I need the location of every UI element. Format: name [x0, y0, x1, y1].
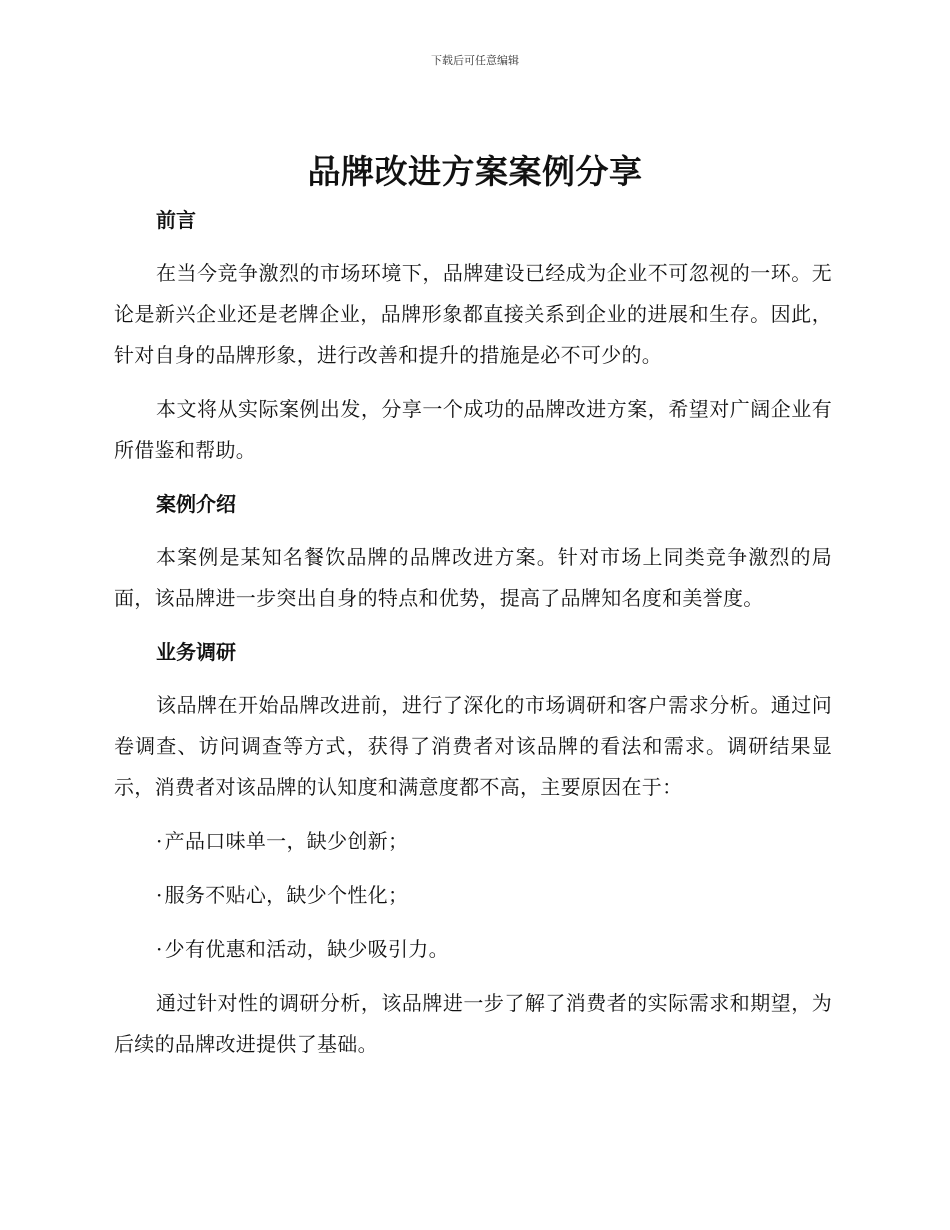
bullet-text: 少有优惠和活动，缺少吸引力。	[164, 937, 449, 961]
bullet-marker: ·	[156, 883, 163, 907]
preface-paragraph-1: 在当今竞争激烈的市场环境下，品牌建设已经成为企业不可忽视的一环。无论是新兴企业还是老牌企业，品牌形象都直接关系到企业的进展和生存。因此，针对自身的品牌形象，进行改善和提升的措施是必不可少的。	[114, 261, 832, 367]
section-heading-research: 业务调研	[156, 640, 236, 664]
bullet-marker: ·	[156, 937, 163, 961]
section-heading-preface: 前言	[156, 208, 196, 232]
case-intro-paragraph-1: 本案例是某知名餐饮品牌的品牌改进方案。针对市场上同类竞争激烈的局面，该品牌进一步突出自身的特点和优势，提高了品牌知名度和美誉度。	[114, 545, 832, 610]
research-paragraph-1: 该品牌在开始品牌改进前，进行了深化的市场调研和客户需求分析。通过问卷调查、访问调查等方式，获得了消费者对该品牌的看法和需求。调研结果显示，消费者对该品牌的认知度和满意度都不高，主要原因在于：	[114, 693, 832, 799]
bullet-marker: ·	[156, 829, 163, 853]
section-heading-case-intro: 案例介绍	[156, 492, 236, 516]
bullet-text: 产品口味单一，缺少创新；	[164, 829, 409, 853]
header-note: 下载后可任意编辑	[431, 54, 519, 67]
research-bullet-2	[114, 875, 832, 916]
bullet-text: 服务不贴心，缺少个性化；	[164, 883, 409, 907]
document-body	[114, 200, 832, 1065]
document-title: 品牌改进方案案例分享	[307, 152, 643, 191]
research-bullet-1	[114, 821, 832, 862]
preface-paragraph-2: 本文将从实际案例出发，分享一个成功的品牌改进方案，希望对广阔企业有所借鉴和帮助。	[114, 397, 832, 462]
research-paragraph-2: 通过针对性的调研分析，该品牌进一步了解了消费者的实际需求和期望，为后续的品牌改进提供了基础。	[114, 991, 832, 1056]
research-bullet-3	[114, 929, 832, 970]
